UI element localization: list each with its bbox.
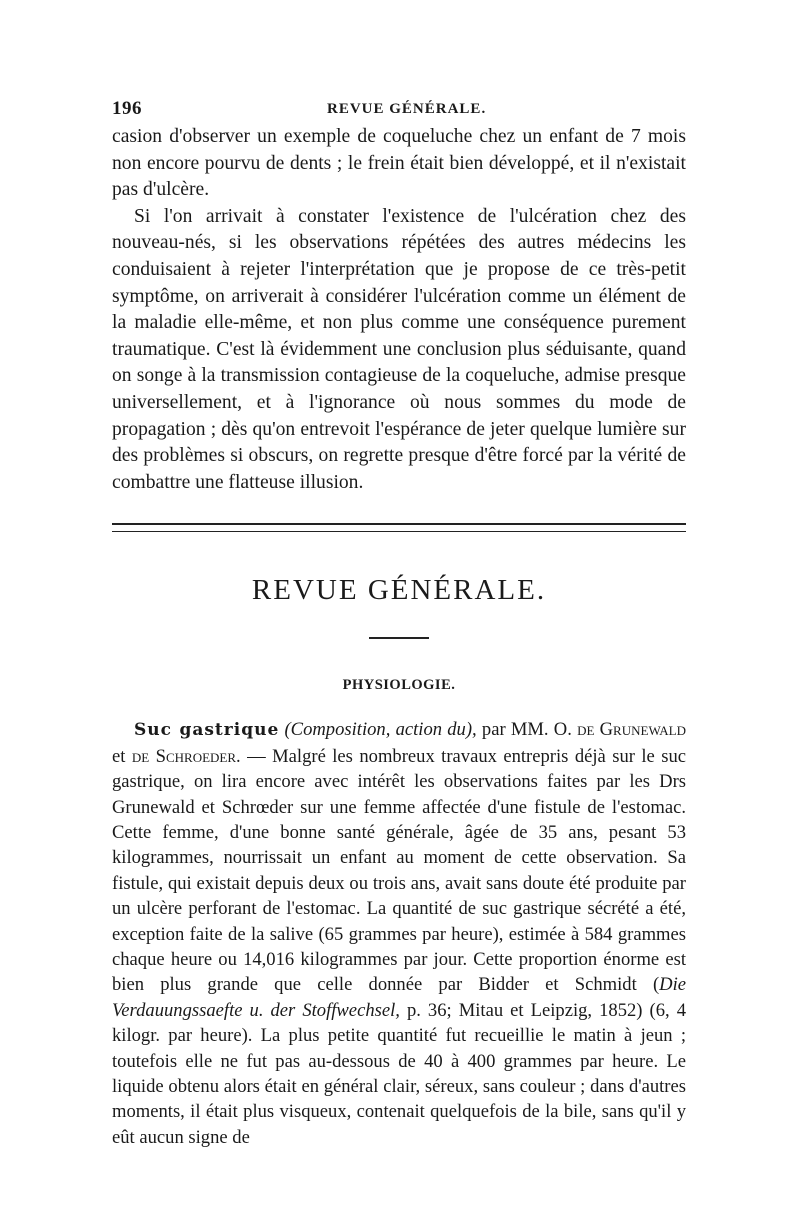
article-subtitle: (Composition, action du), [284,719,477,741]
author-particle: de [131,745,150,767]
article-paragraph [112,717,686,1150]
book-title: Die Verdauungssaefte u. der Stoffwechsel, [112,974,686,1021]
article-body-continued: p. 36; Mitau et Leipzig, 1852) (6, 4 kilogr. par heure). La plus petite quantité fut recueillie le matin à jeun ; toutefois elle ne fut pas au-dessous de 40 à 400 grammes par heure. Le liquide obtenu alors était en général clair, séreux, sans couleur ; dans d'autres moments, il était plus visqueux, contenait quelquefois de la bile, sans qu'il y eût aucun signe de [112,999,686,1148]
running-title: REVUE GÉNÉRALE. [327,101,487,117]
double-rule-divider [112,523,686,532]
running-head [112,94,686,124]
author-particle: de [577,719,595,741]
article-by: par MM. O. [476,719,578,741]
page [112,94,686,1150]
section-title: REVUE GÉNÉRALE. [251,574,547,607]
article-and: et [112,745,132,767]
article-headword: Suc gastrique [134,720,280,741]
author-name: Schroeder. [155,745,241,767]
paragraph-continued: casion d'observer un exemple de coqueluche chez un enfant de 7 mois non encore pourvu de dents ; le frein était bien développé, et il n'existait pas d'ulcère. [112,126,686,201]
article-body: — Malgré les nombreux travaux entrepris déjà sur le suc gastrique, on lira encore avec intérêt les observations faites par les Drs Grunewald et Schrœder sur une femme affectée d'une fistule de l'estomac. Cette femme, d'une bonne santé générale, âgée de 35 ans, pesant 53 kilogrammes, nourrissait un enfant au moment de cette observation. Sa fistule, qui existait depuis deux ou trois ans, avait sans doute été produite par un ulcère perforant de l'estomac. La quantité de suc gastrique sécrété a été, exception faite de la salive (65 grammes par heure), estimée à 584 grammes chaque heure ou 14,016 kilogrammes par jour. Cette proportion énorme est bien plus grande que celle donnée par Bidder et Schmidt ( [112,745,686,996]
author-name: Grunewald [599,719,686,741]
subsection-title: PHYSIOLOGIE. [342,677,456,694]
page-number: 196 [112,98,142,119]
paragraph-conclusion: Si l'on arrivait à constater l'existence de l'ulcération chez des nouveau-nés, si les observations répétées des autres médecins les conduisaient à rejeter l'interprétation que je propose de ce très-petit symptôme, on arriverait à considérer l'ulcération comme un élément de la maladie elle-même, et non plus comme une conséquence purement traumatique. C'est là évidemment une conclusion plus séduisante, quand on songe à la transmission contagieuse de la coqueluche, admise presque universellement, et à l'ignorance où nous sommes du mode de propagation ; dès qu'on entrevoit l'espérance de jeter quelque lumière sur des problèmes si obscurs, on regrette presque d'être forcé par la vérité de combattre une flatteuse illusion. [112,205,686,493]
short-rule [369,637,429,639]
